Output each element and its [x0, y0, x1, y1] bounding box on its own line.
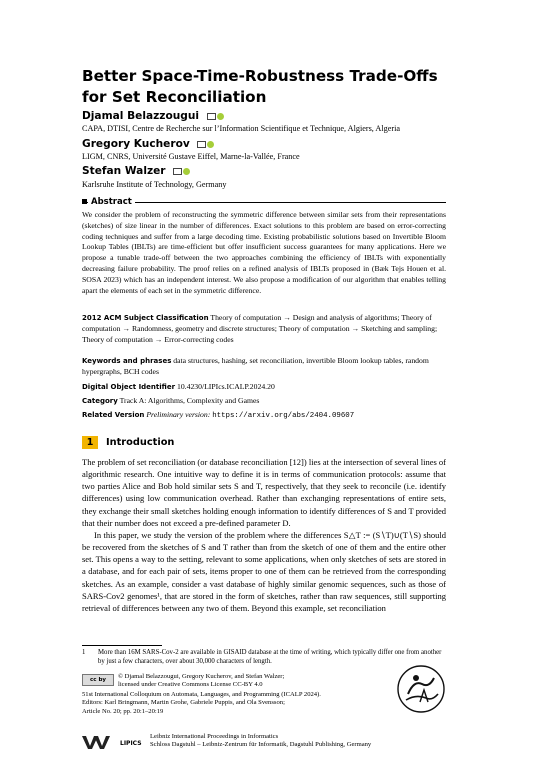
related-kind: Preliminary version:	[146, 410, 211, 419]
category	[82, 396, 446, 407]
related-version	[82, 410, 446, 422]
author-name-text: Stefan Walzer	[82, 165, 166, 177]
section-body	[82, 456, 446, 614]
orcid-icon[interactable]	[217, 113, 224, 120]
keywords-label: Keywords and phrases	[82, 357, 172, 365]
author-affiliation: CAPA, DTISI, Centre de Recherche sur l’Information Scientifique et Technique, Algiers, Algeria	[82, 124, 400, 133]
publisher-line: Schloss Dagstuhl – Leibniz-Zentrum für Informatik, Dagstuhl Publishing, Germany	[150, 741, 372, 749]
paragraph: The problem of set reconciliation (or database reconciliation [12]) lies at the intersection of several lines of algorithmic research. One intuitive way to define it is in terms of communication protocols: assume that two parties Alice and Bob hold similar sets S and T, respectively, that they seek to reconcile (i.e. identify differences) using low communication overhead. Rather than exchanging representations of entire sets, they exchange their small sketches holding enough information to identify differences of S and T provided that their number does not exceed a pre-defined parameter D.	[82, 457, 446, 528]
conference-block	[82, 691, 392, 716]
abstract-heading-label: Abstract	[88, 196, 135, 208]
author-affiliation: Karlsruhe Institute of Technology, Germany	[82, 180, 227, 189]
footnote-number: 1	[82, 649, 86, 656]
author-name-text: Djamal Belazzougui	[82, 110, 200, 122]
category-value: Track A: Algorithms, Complexity and Games	[119, 396, 260, 405]
footnote	[82, 648, 446, 666]
article-line: Article No. 20; pp. 20:1–20:19	[82, 707, 164, 715]
author-affiliation: LIGM, CNRS, Université Gustave Eiffel, Marne-la-Vallée, France	[82, 152, 300, 161]
lipics-wordmark: LIPICS	[120, 740, 142, 747]
lipics-logo	[82, 734, 118, 750]
doi-label: Digital Object Identifier	[82, 383, 176, 391]
paper-title: Better Space-Time-Robustness Trade-Offs for Set Reconciliation	[82, 67, 438, 106]
orcid-icon[interactable]	[183, 168, 190, 175]
category-label: Category	[82, 397, 118, 405]
keywords	[82, 356, 446, 378]
series-line: Leibniz International Proceedings in Informatics	[150, 733, 279, 740]
abstract-text: We consider the problem of reconstructing the symmetric difference between similar sets from their representations (sketches) of size linear in the number of differences. Exact solutions to this problem are based on error-correcting coding techniques and suffer from a large decoding time. Existing probabilistic solutions based on Invertible Bloom Lookup Tables (IBLTs) are time-efficient but offer insufficient success guarantees for many applications. Here we propose a tunable trade-off between the two approaches combining the efficiency of IBLTs with exponentially decreasing failure probability. The proof relies on a refined analysis of IBLTs proposed in (Bæk Tejs Houen et al. SOSA 2023) which has an independent interest. We also propose a modification of our algorithm that enables telling apart the elements of each set in the symmetric difference.	[82, 210, 446, 295]
mail-icon[interactable]	[207, 113, 216, 120]
copyright-line: © Djamal Belazzougui, Gregory Kucherov, and Stefan Walzer;	[118, 673, 285, 680]
related-label: Related Version	[82, 411, 145, 419]
doi-value[interactable]: 10.4230/LIPIcs.ICALP.2024.20	[176, 382, 275, 391]
author-name-text: Gregory Kucherov	[82, 138, 190, 150]
cc-license-icon[interactable]: cc by	[82, 674, 114, 686]
section-heading	[82, 433, 174, 447]
section-title: Introduction	[106, 436, 175, 448]
ccs-value: Theory of computation → Design and analysis of algorithms; Theory of computation → Randomness, geometry and discrete structures; Theory of computation → Sketching and sampling; Theory of computation → Error-correcting codes	[82, 313, 438, 344]
ccs-classification	[82, 313, 446, 345]
author-name	[82, 110, 224, 122]
editors-line: Editors: Karl Bringmann, Martin Grohe, Gabriele Puppis, and Ola Svensson;	[82, 699, 285, 707]
square-bullet-icon	[82, 199, 87, 204]
orcid-icon[interactable]	[207, 141, 214, 148]
author-name	[82, 165, 190, 177]
publisher-block	[150, 733, 371, 750]
footnote-text: More than 16M SARS-Cov-2 are available in GISAID database at the time of writing, which typically differ one from another by just a few characters, over about 30,000 characters of length.	[98, 649, 442, 665]
abstract-heading	[82, 196, 446, 208]
copyright-block	[118, 673, 388, 690]
related-url-link[interactable]: https://arxiv.org/abs/2404.09607	[212, 412, 355, 420]
keywords-value: data structures, hashing, set reconciliation, invertible Bloom lookup tables, random hypergraphs, BCH codes	[82, 356, 429, 376]
mail-icon[interactable]	[173, 168, 182, 175]
mail-icon[interactable]	[197, 141, 206, 148]
conference-line: 51st International Colloquium on Automata, Languages, and Programming (ICALP 2024).	[82, 691, 321, 698]
doi	[82, 382, 446, 393]
license-line: licensed under Creative Commons License CC-BY 4.0	[118, 681, 263, 689]
ccs-label: 2012 ACM Subject Classification	[82, 314, 209, 322]
author-name	[82, 138, 214, 150]
footnote-rule	[82, 645, 162, 646]
paragraph: In this paper, we study the version of the problem where the differences S△T := (S∖T)∪(T∖S) should be recovered from the sketches of S and T rather than from the sketch of one of them and the entire other set. This opens a way to the setting, relevant to some applications, when only sketches of sets are stored in a database, and for each pair of sets, items proper to one of them can be retrieved from the corresponding sketches. As an example, consider a vast database of highly similar genomic sequences, such as those of SARS-Cov2 genomes¹, that are stored in the form of sketches, rather than raw sequences, still supporting retrieval of differences between any two of them. Beyond this example, set reconciliation	[82, 529, 446, 613]
icalp-logo	[396, 664, 446, 714]
section-number-badge: 1	[82, 436, 98, 449]
